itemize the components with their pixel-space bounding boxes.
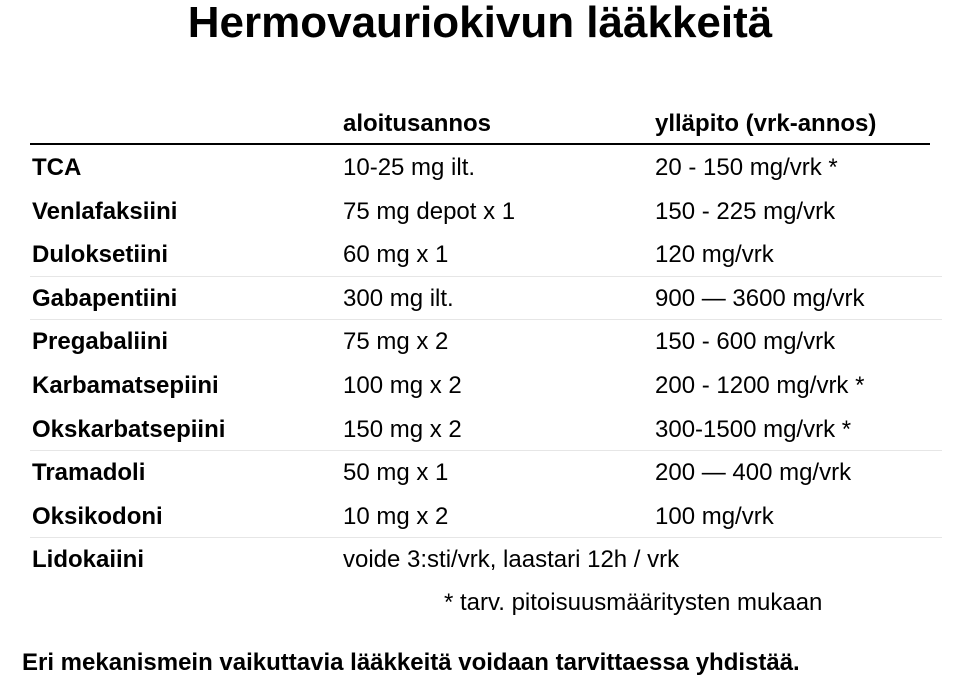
drug-name: Okskarbatsepiini (32, 415, 226, 443)
drug-name: Pregabaliini (32, 328, 169, 356)
maintenance-dose: 200 - 1200 mg/vrk * (655, 371, 865, 399)
drug-name: Tramadoli (32, 459, 146, 487)
table-row (0, 146, 960, 190)
drug-name: Karbamatsepiini (32, 371, 219, 399)
maintenance-dose: 900 — 3600 mg/vrk (655, 284, 865, 312)
drug-name: Duloksetiini (32, 241, 169, 269)
start-dose: voide 3:sti/vrk, laastari 12h / vrk (343, 546, 680, 574)
drug-name: Gabapentiini (32, 284, 178, 312)
start-dose: 10 mg x 2 (343, 502, 449, 530)
drug-name: TCA (32, 154, 82, 181)
drug-name: Oksikodoni (32, 502, 163, 530)
column-header-start-dose: aloitusannos (343, 110, 492, 137)
maintenance-dose: 150 - 225 mg/vrk (655, 197, 836, 225)
drug-name: Lidokaiini (32, 546, 145, 574)
start-dose: 50 mg x 1 (343, 459, 449, 487)
start-dose: 300 mg ilt. (343, 284, 454, 312)
start-dose: 10-25 mg ilt. (343, 154, 476, 181)
table-row (0, 538, 960, 582)
header-divider (30, 143, 930, 145)
page-title: Hermovauriokivun lääkkeitä (187, 0, 773, 47)
table-row (0, 364, 960, 408)
maintenance-dose: 300-1500 mg/vrk * (655, 415, 852, 443)
footnote: * tarv. pitoisuusmääritysten mukaan (444, 589, 823, 616)
footer-note: Eri mekanismein vaikuttavia lääkkeitä voidaan tarvittaessa yhdistää. (22, 649, 800, 676)
drug-name: Venlafaksiini (32, 197, 178, 225)
start-dose: 60 mg x 1 (343, 241, 449, 269)
table-row (0, 233, 960, 277)
start-dose: 150 mg x 2 (343, 415, 462, 443)
table-row (0, 277, 960, 321)
table-row (0, 408, 960, 452)
table-header (0, 106, 960, 142)
start-dose: 75 mg depot x 1 (343, 197, 516, 225)
maintenance-dose: 120 mg/vrk (655, 241, 774, 269)
maintenance-dose: 100 mg/vrk (655, 502, 774, 530)
start-dose: 75 mg x 2 (343, 328, 449, 356)
maintenance-dose: 150 - 600 mg/vrk (655, 328, 836, 356)
table-row (0, 320, 960, 364)
start-dose: 100 mg x 2 (343, 371, 462, 399)
maintenance-dose: 200 — 400 mg/vrk (655, 459, 852, 487)
maintenance-dose: 20 - 150 mg/vrk * (655, 154, 838, 181)
table-row (0, 190, 960, 234)
drug-table-body (0, 146, 960, 582)
column-header-maintenance-dose: ylläpito (vrk-annos) (655, 110, 877, 137)
table-row (0, 495, 960, 539)
table-row (0, 451, 960, 495)
